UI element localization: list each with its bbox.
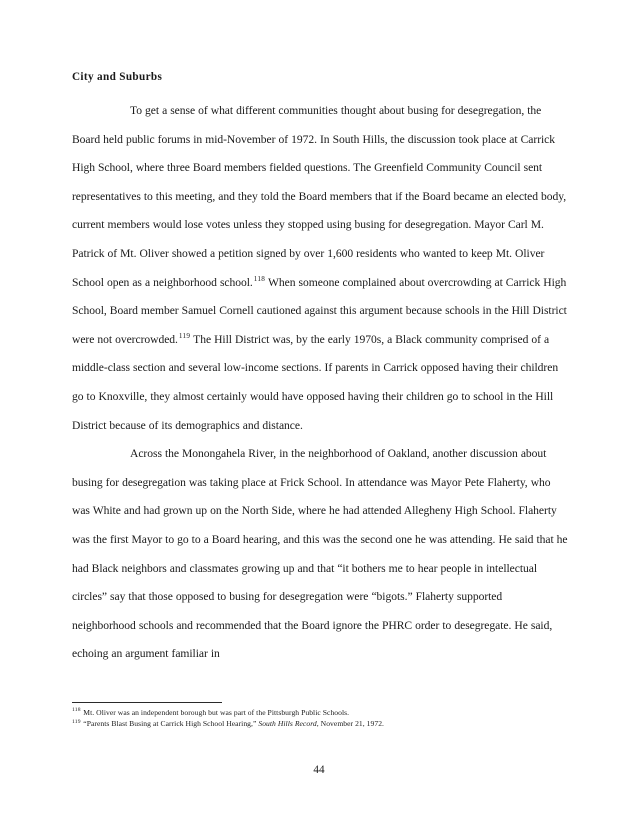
section-heading: City and Suburbs (72, 71, 163, 83)
footnote-entry: $^{118}$ Mt. Oliver was an independent borough but was part of the Pittsburgh Public Schools. (72, 707, 350, 717)
footnote-entry: $^{119}$ “Parents Blast Busing at Carrick High School Hearing,” South Hills Record, November 21, 1972. (72, 718, 385, 729)
footnote-number: 118 (72, 707, 81, 714)
body-paragraph: Across the Monongahela River, in the neighborhood of Oakland, another discussion about busing for desegregation was taking place at Frick School. In attendance was Mayor Pete Flaherty, who was White and had grown up on the North Side, where he had attended Allegheny High School. Flaherty was the first Mayor to go to a Board hearing, and this was the second one he was attending. He said that he had Black neighbors and classmates growing up and that “it bothers me to hear people in intellectual circles” say that those opposed to busing for desegregation were “bigots.” Flaherty supported neighborhood schools and recommended that the Board ignore the PHRC order to desegregate. He said, echoing an argument familiar in (72, 447, 568, 661)
italic-text: South Hills Record (258, 719, 317, 729)
footnote-separator-rule (72, 702, 222, 703)
page-number: 44 (313, 764, 325, 776)
footnote-marker[interactable]: 118 (253, 274, 266, 283)
footnote-number: 119 (72, 718, 81, 725)
page-body (72, 70, 568, 669)
footnote-block (72, 702, 568, 730)
body-paragraph: To get a sense of what different communities thought about busing for desegregation, the Board held public forums in mid-November of 1972. In South Hills, the discussion took place at Carrick High School, where three Board members fielded questions. The Greenfield Community Council sent representatives to this meeting, and they told the Board members that if the Board became an elected body, current members would lose votes unless they stopped using busing for desegregation. Mayor Carl M. Patrick of Mt. Oliver showed a petition signed by over 1,600 residents who wanted to keep Mt. Oliver School open as a neighborhood school.$^{118}$ When someone complained about overcrowding at Carrick High School, Board member Samuel Cornell cautioned against this argument because schools in the Hill District were not overcrowded.$^{119}$ The Hill District was, by the early 1970s, a Black community comprised of a middle-class section and several low-income sections. If parents in Carrick opposed having their children go to Knoxville, they almost certainly would have opposed having their children go to school in the Hill District because of its demographics and distance. (72, 104, 567, 432)
footnote-marker[interactable]: 119 (178, 331, 191, 340)
